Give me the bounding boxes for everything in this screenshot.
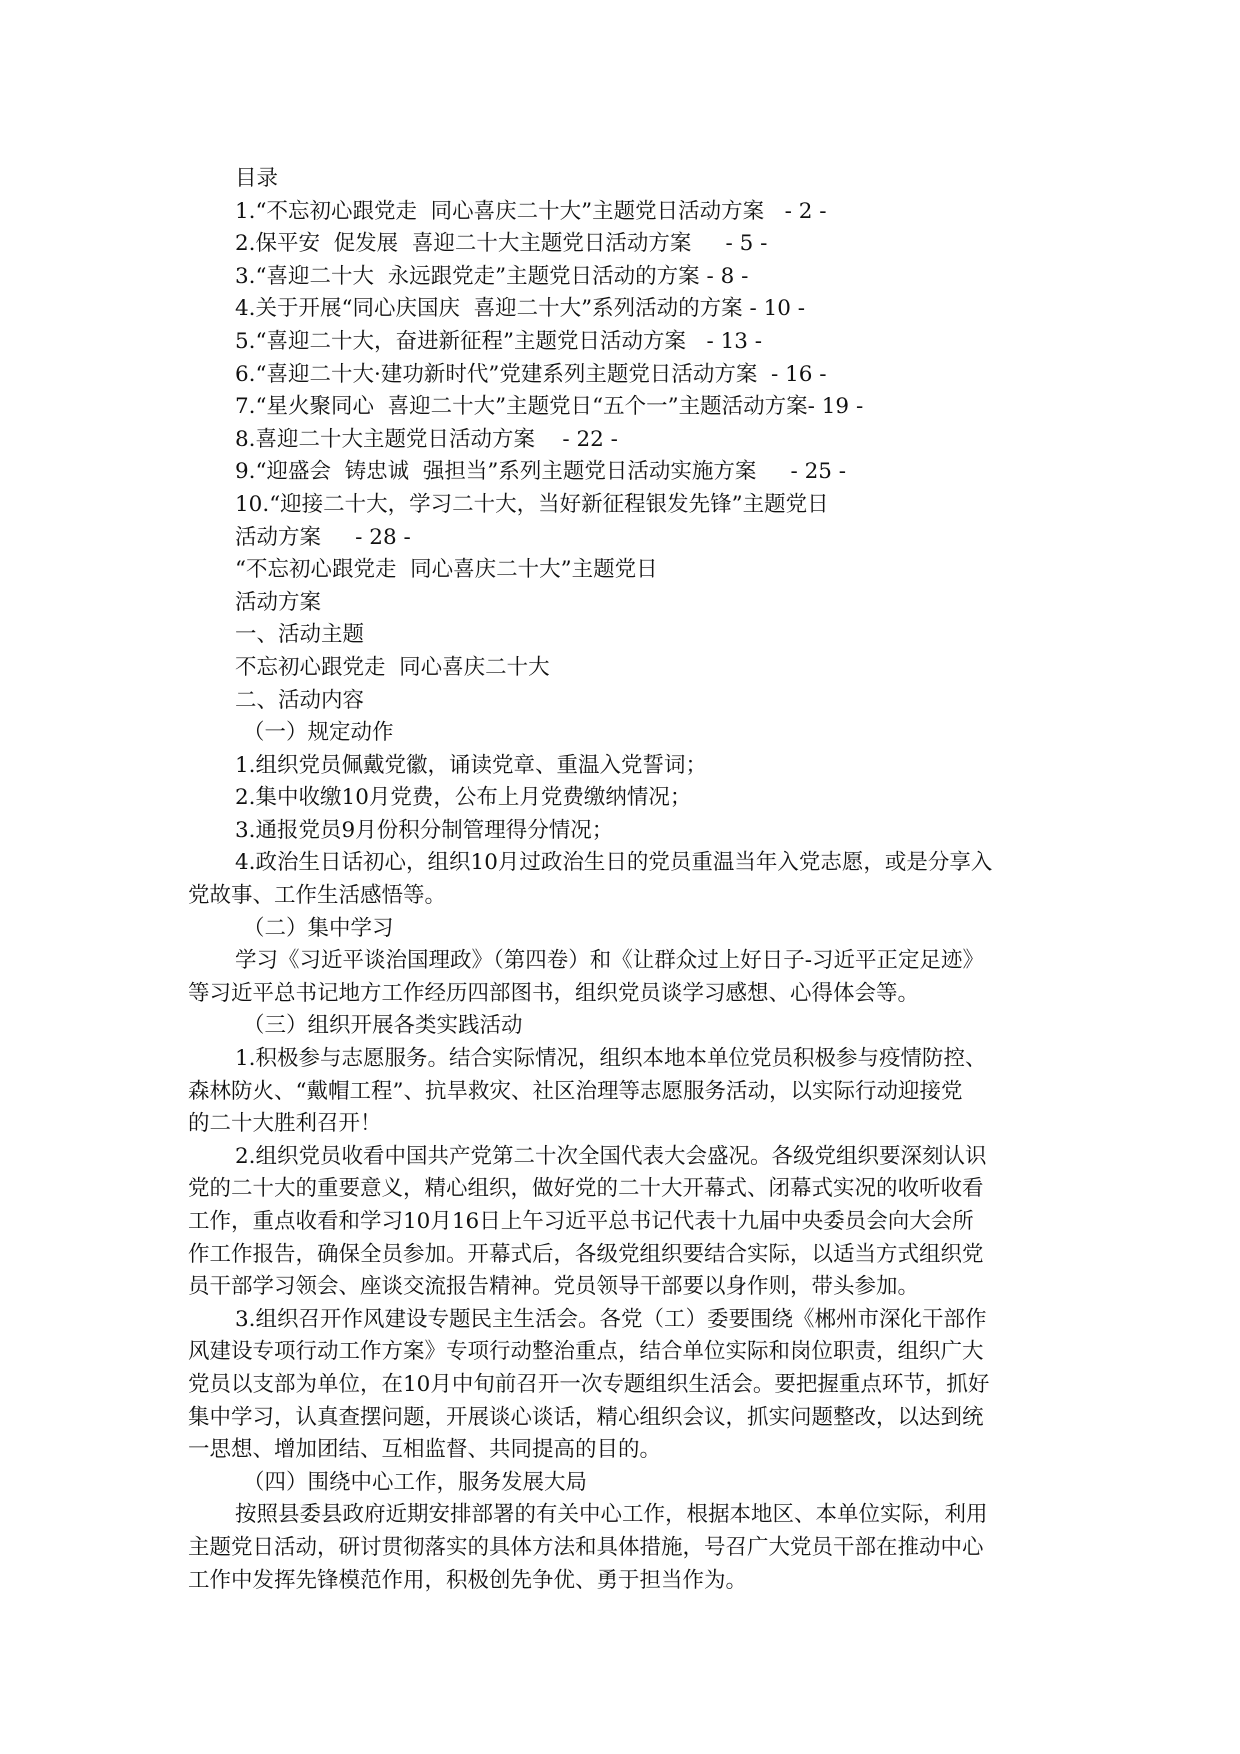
doc-title-line1: “不忘初心跟党走 同心喜庆二十大”主题党日 bbox=[235, 557, 658, 583]
toc-list bbox=[188, 196, 1056, 555]
toc-entry[interactable]: 1.“不忘初心跟党走 同心喜庆二十大”主题党日活动方案 - 2 - bbox=[235, 198, 827, 224]
toc-entry[interactable]: 2.保平安 促发展 喜迎二十大主题党日活动方案 - 5 - bbox=[235, 231, 768, 257]
document-page bbox=[188, 163, 1056, 1597]
paragraph-line: 党员以支部为单位，在10月中旬前召开一次专题组织生活会。要把握重点环节，抓好 bbox=[188, 1371, 990, 1397]
subsection-heading: （四）围绕中心工作，服务发展大局 bbox=[243, 1469, 588, 1495]
paragraph-line: 等习近平总书记地方工作经历四部图书，组织党员谈学习感想、心得体会等。 bbox=[188, 980, 920, 1006]
list-item: 1.组织党员佩戴党徽，诵读党章、重温入党誓词； bbox=[235, 752, 708, 778]
paragraph-line: 的二十大胜利召开！ bbox=[188, 1111, 382, 1137]
toc-entry[interactable]: 6.“喜迎二十大·建功新时代”党建系列主题党日活动方案 - 16 - bbox=[235, 361, 827, 387]
paragraph-line: 按照县委县政府近期安排部署的有关中心工作，根据本地区、本单位实际，利用 bbox=[235, 1502, 988, 1528]
paragraph-line: 工作中发挥先锋模范作用，积极创先争优、勇于担当作为。 bbox=[188, 1567, 748, 1593]
toc-entry[interactable]: 7.“星火聚同心 喜迎二十大”主题党日“五个一”主题活动方案- 19 - bbox=[235, 394, 864, 420]
toc-entry[interactable]: 4.关于开展“同心庆国庆 喜迎二十大”系列活动的方案 - 10 - bbox=[235, 296, 806, 322]
paragraph-line: 集中学习，认真查摆问题，开展谈心谈话，精心组织会议，抓实问题整改，以达到统 bbox=[188, 1404, 984, 1430]
paragraph-line: 主题党日活动，研讨贯彻落实的具体方法和具体措施，号召广大党员干部在推动中心 bbox=[188, 1534, 984, 1560]
paragraph-line: 1.积极参与志愿服务。结合实际情况，组织本地本单位党员积极参与疫情防控、 bbox=[235, 1046, 987, 1072]
toc-entry-continued[interactable]: 活动方案 - 28 - bbox=[235, 524, 411, 550]
section-heading-content: 二、活动内容 bbox=[235, 687, 365, 713]
theme-text: 不忘初心跟党走 同心喜庆二十大 bbox=[235, 654, 550, 680]
toc-entry[interactable]: 3.“喜迎二十大 永远跟党走”主题党日活动的方案 - 8 - bbox=[235, 263, 749, 289]
list-item: 4.政治生日话初心，组织10月过政治生日的党员重温当年入党志愿，或是分享入 bbox=[235, 850, 993, 876]
toc-entry[interactable]: 9.“迎盛会 铸忠诚 强担当”系列主题党日活动实施方案 - 25 - bbox=[235, 459, 847, 485]
paragraph-line: 学习《习近平谈治国理政》（第四卷）和《让群众过上好日子-习近平正定足迹》 bbox=[235, 948, 985, 974]
paragraph-line: 员干部学习领会、座谈交流报告精神。党员领导干部要以身作则，带头参加。 bbox=[188, 1274, 920, 1300]
paragraph-line: 3.组织召开作风建设专题民主生活会。各党（工）委要围绕《郴州市深化干部作 bbox=[235, 1306, 987, 1332]
paragraph-line: 风建设专项行动工作方案》专项行动整治重点，结合单位实际和岗位职责，组织广大 bbox=[188, 1339, 984, 1365]
paragraph-line: 党的二十大的重要意义，精心组织，做好党的二十大开幕式、闭幕式实况的收听收看 bbox=[188, 1176, 984, 1202]
list-item: 2.集中收缴10月党费，公布上月党费缴纳情况； bbox=[235, 785, 692, 811]
doc-title-line2: 活动方案 bbox=[235, 589, 322, 615]
toc-entry[interactable]: 10.“迎接二十大，学习二十大，当好新征程银发先锋”主题党日 bbox=[235, 491, 829, 517]
paragraph bbox=[188, 1304, 1056, 1467]
section-heading-theme: 一、活动主题 bbox=[235, 622, 365, 648]
subsection-heading: （一）规定动作 bbox=[243, 720, 394, 746]
subsection-heading: （三）组织开展各类实践活动 bbox=[243, 1013, 523, 1039]
toc-title: 目录 bbox=[235, 166, 279, 191]
toc-entry[interactable]: 8.喜迎二十大主题党日活动方案 - 22 - bbox=[235, 426, 618, 452]
toc-entry[interactable]: 5.“喜迎二十大，奋进新征程”主题党日活动方案 - 13 - bbox=[235, 328, 763, 354]
subsection-heading: （二）集中学习 bbox=[243, 915, 394, 941]
paragraph-line: 作工作报告，确保全员参加。开幕式后，各级党组织要结合实际，以适当方式组织党 bbox=[188, 1241, 984, 1267]
paragraph bbox=[188, 1043, 1056, 1141]
paragraph-line: 工作，重点收看和学习10月16日上午习近平总书记代表十九届中央委员会向大会所 bbox=[188, 1209, 974, 1234]
paragraph bbox=[188, 1499, 1056, 1597]
paragraph bbox=[188, 1141, 1056, 1304]
paragraph-line: 2.组织党员收看中国共产党第二十次全国代表大会盛况。各级党组织要深刻认识 bbox=[235, 1143, 987, 1169]
paragraph-line: 一思想、增加团结、互相监督、共同提高的目的。 bbox=[188, 1437, 662, 1463]
list-item-continued: 党故事、工作生活感悟等。 bbox=[188, 883, 447, 909]
list-item: 3.通报党员9月份积分制管理得分情况； bbox=[235, 817, 614, 843]
paragraph-line: 森林防火、“戴帽工程”、抗旱救灾、社区治理等志愿服务活动，以实际行动迎接党 bbox=[188, 1078, 963, 1104]
